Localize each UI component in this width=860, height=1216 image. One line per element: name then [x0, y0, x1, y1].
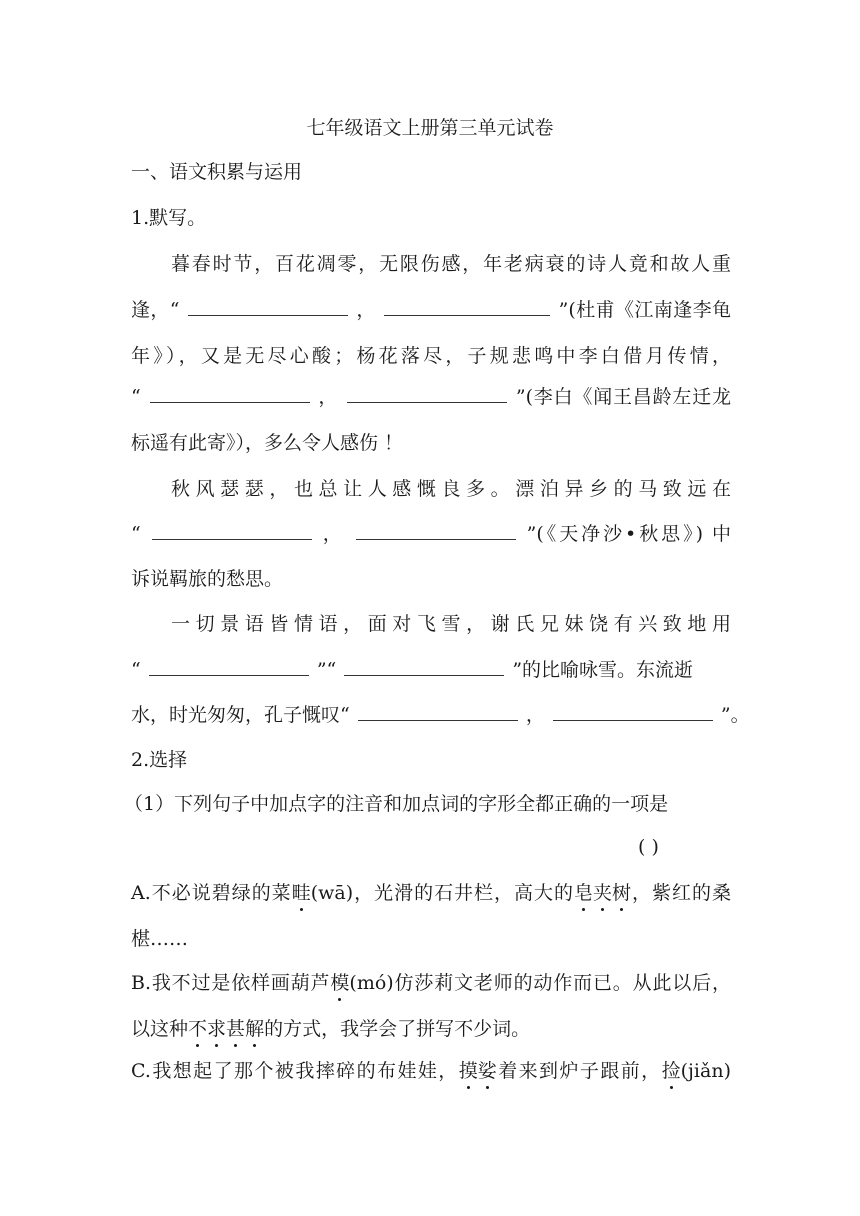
fill-blank[interactable] [347, 385, 507, 403]
text: C.我想起了那个被我摔碎的布娃娃， [131, 1060, 459, 1082]
section-heading: 一、语文积累与运用 [131, 161, 303, 183]
fill-blank[interactable] [150, 385, 310, 403]
dotted-char: 解 [245, 1018, 265, 1040]
text: B.我不过是依样画葫芦 [131, 972, 331, 994]
text: 逢，“ [131, 299, 180, 321]
question-2-1: （1）下列句子中加点字的注音和加点词的字形全都正确的一项是 [124, 793, 669, 815]
option-b-line-2 [131, 1016, 731, 1042]
p2-line-3: 诉说羁旅的愁思。 [131, 568, 284, 590]
dotted-char: 不 [188, 1018, 208, 1040]
text: ”。 [720, 704, 750, 726]
text: 水，时光匆匆，孔子慨叹“ [131, 704, 350, 726]
option-a-line-1 [131, 880, 731, 906]
text: ，紫红的桑 [631, 882, 731, 904]
dotted-char: 摸 [458, 1060, 478, 1082]
dotted-char: 求 [207, 1018, 227, 1040]
p3-line-1: 一切景语皆情语，面对飞雪，谢氏兄妹饶有兴致地用 [171, 613, 731, 635]
text: ， [318, 386, 339, 408]
option-c-line-1 [131, 1058, 731, 1084]
dotted-char: 皂 [574, 882, 594, 904]
text: (mó)仿莎莉文老师的动作而已。从此以后， [349, 972, 731, 994]
text: ”(杜甫《江南逢李龟 [558, 299, 731, 321]
text: A.不必说碧绿的菜 [131, 882, 292, 904]
p2-line-1: 秋风瑟瑟，也总让人感慨良多。漂泊异乡的马致远在 [171, 478, 731, 500]
dotted-char: 娑 [477, 1060, 497, 1082]
fill-blank[interactable] [553, 703, 713, 721]
dotted-char: 模 [330, 972, 350, 994]
p1-line-4 [131, 384, 731, 410]
page-title: 七年级语文上册第三单元试卷 [306, 117, 554, 139]
text: ”(《天净沙•秋思》) 中 [526, 523, 731, 545]
question-2-label: 2.选择 [131, 749, 188, 771]
text: (wā)，光滑的石井栏，高大的 [310, 882, 574, 904]
text: ， [356, 299, 376, 321]
text: ， [322, 523, 345, 545]
fill-blank[interactable] [344, 658, 504, 676]
text: ”“ [316, 659, 337, 681]
text: ”的比喻咏雪。东流逝 [512, 659, 694, 681]
option-b-line-1 [131, 970, 731, 996]
dotted-char: 树 [612, 882, 632, 904]
p1-line-1: 暮春时节，百花凋零，无限伤感，年老病衰的诗人竟和故人重 [171, 253, 731, 275]
dotted-char: 夹 [593, 882, 613, 904]
text: “ [131, 386, 141, 408]
p3-line-2 [131, 657, 731, 683]
text: “ [131, 659, 141, 681]
option-a-line-2: 椹…… [131, 928, 189, 950]
question-1-label: 1.默写。 [131, 207, 207, 229]
fill-blank[interactable] [384, 298, 550, 316]
p1-line-3: 年》），又是无尽心酸；杨花落尽，子规悲鸣中李白借月传情， [131, 345, 731, 367]
text: 着来到炉子跟前， [496, 1060, 662, 1082]
fill-blank[interactable] [152, 522, 312, 540]
text: 以这种 [131, 1018, 189, 1040]
answer-parentheses[interactable]: ( ) [638, 836, 659, 858]
p1-line-5: 标遥有此寄》），多么令人感伤 ！ [131, 432, 404, 454]
dotted-char: 捡 [661, 1060, 681, 1082]
text: “ [131, 523, 141, 545]
text: ， [525, 704, 545, 726]
fill-blank[interactable] [149, 658, 309, 676]
fill-blank[interactable] [188, 298, 348, 316]
p3-line-3 [131, 702, 750, 728]
fill-blank[interactable] [358, 703, 518, 721]
fill-blank[interactable] [356, 522, 516, 540]
text: 的方式，我学会了拼写不少词。 [264, 1018, 531, 1040]
text: (jiǎn) [680, 1060, 731, 1082]
text: ”(李白《闻王昌龄左迁龙 [515, 386, 731, 408]
p1-line-2 [131, 297, 731, 323]
dotted-char: 甚 [226, 1018, 246, 1040]
p2-line-2 [131, 521, 731, 547]
dotted-char: 畦 [291, 882, 311, 904]
